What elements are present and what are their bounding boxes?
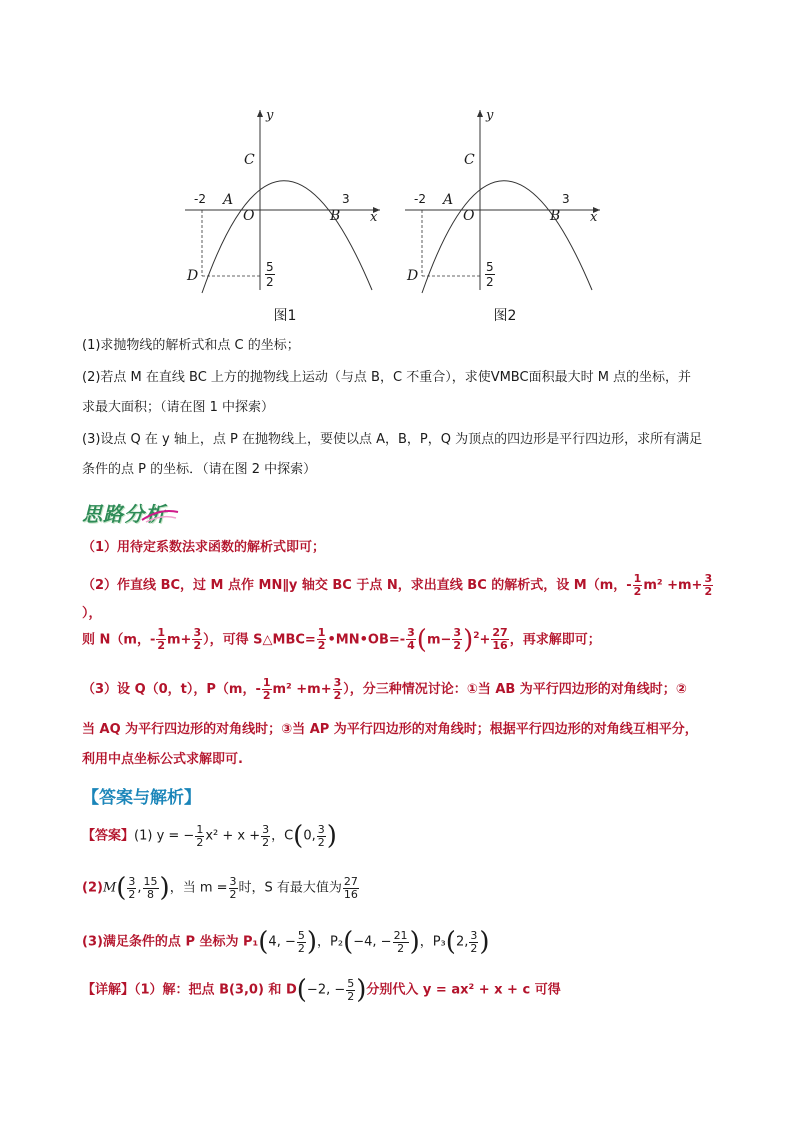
tick-neg2: -2: [194, 192, 206, 206]
analysis-para-6: 利用中点坐标公式求解即可.: [82, 752, 243, 767]
tick-5-over-2: $\frac{5}{2}$: [266, 260, 274, 289]
point-a-label: A: [223, 192, 234, 208]
figure-1: [180, 100, 390, 330]
question-3-line-2: 条件的点 P 的坐标．（请在图 2 中探索）: [82, 462, 317, 477]
answer-3: (3)满足条件的点 P 坐标为 P₁(4, − $\frac{5}{2}$ )，P₂(−4, − $\frac{21}{2}$ )，P₃(2, $\frac{3}{2}$ ): [82, 927, 490, 957]
analysis-para-1: （1）用待定系数法求函数的解析式即可；: [82, 540, 326, 555]
analysis-logo-text: 思路分析: [82, 502, 166, 526]
point-c-label: C: [464, 152, 475, 168]
question-2-line-2: 求最大面积；（请在图 1 中探索）: [82, 400, 275, 415]
point-a-label: A: [443, 192, 454, 208]
analysis-para-2: （2）作直线 BC，过 M 点作 MN∥y 轴交 BC 于点 N，求出直线 BC 的解析式，设 M（m，- $\frac{1}{2}$ m² +m+ $\frac{3}{2}$ ），: [82, 572, 713, 621]
analysis-para-5: 当 AQ 为平行四边形的对角线时；③当 AP 为平行四边形的对角线时；根据平行四边形的对角线互相平分，: [82, 722, 698, 737]
origin-label: O: [463, 208, 475, 224]
y-axis-label: y: [486, 108, 494, 123]
figure-2: [400, 100, 610, 330]
answer-header: 【答案与解析】: [82, 788, 201, 808]
tick-neg2: -2: [414, 192, 426, 206]
origin-label: O: [243, 208, 255, 224]
question-1: (1)求抛物线的解析式和点 C 的坐标；: [82, 338, 300, 353]
y-axis-label: y: [266, 108, 274, 123]
tick-5-over-2: $\frac{5}{2}$: [486, 260, 494, 289]
point-b-label: B: [330, 208, 341, 224]
analysis-para-3: 则 N（m，- $\frac{1}{2}$ m+ $\frac{3}{2}$ ），可得 S△MBC= $\frac{1}{2}$ •MN•OB=- $\frac{3}{4}$ (m− $\frac{3}{2}$ )$^2$+ $\frac{27}{16}$ ，再求解即可；: [82, 624, 601, 655]
answer-2: (2)M( $\frac{3}{2}$ , $\frac{15}{8}$ )，当 m = $\frac{3}{2}$ 时，S 有最大值为 $\frac{27}{16}$: [82, 873, 358, 903]
swoosh-icon: [140, 506, 180, 524]
parabola-graph-1: [180, 100, 390, 300]
question-2-line-1: (2)若点 M 在直线 BC 上方的抛物线上运动（与点 B，C 不重合），求使VMBC面积最大时 M 点的坐标，并: [82, 370, 692, 385]
point-d-label: D: [407, 268, 419, 284]
x-axis-label: x: [590, 210, 598, 225]
tick-3: 3: [562, 192, 570, 206]
x-axis-label: x: [370, 210, 378, 225]
point-b-label: B: [550, 208, 561, 224]
point-d-label: D: [187, 268, 199, 284]
parabola-graph-2: [400, 100, 610, 300]
answer-1: 【答案】(1) y = − $\frac{1}{2}$ x² + x + $\frac{3}{2}$ ，C(0, $\frac{3}{2}$ ): [82, 821, 337, 851]
analysis-logo: [80, 496, 180, 526]
detail-line: 【详解】（1）解：把点 B(3,0) 和 D(−2, − $\frac{5}{2}$ )分别代入 y = ax² + x + c 可得: [82, 975, 561, 1005]
point-c-label: C: [244, 152, 255, 168]
figure-1-caption: 图1: [273, 308, 297, 324]
analysis-para-4: （3）设 Q（0，t），P（m，- $\frac{1}{2}$ m² +m+ $\frac{3}{2}$ ），分三种情况讨论：①当 AB 为平行四边形的对角线时；②: [82, 676, 687, 702]
question-3-line-1: (3)设点 Q 在 y 轴上，点 P 在抛物线上，要使以点 A，B，P，Q 为顶点的四边形是平行四边形，求所有满足: [82, 432, 703, 447]
tick-3: 3: [342, 192, 350, 206]
figure-2-caption: 图2: [493, 308, 517, 324]
